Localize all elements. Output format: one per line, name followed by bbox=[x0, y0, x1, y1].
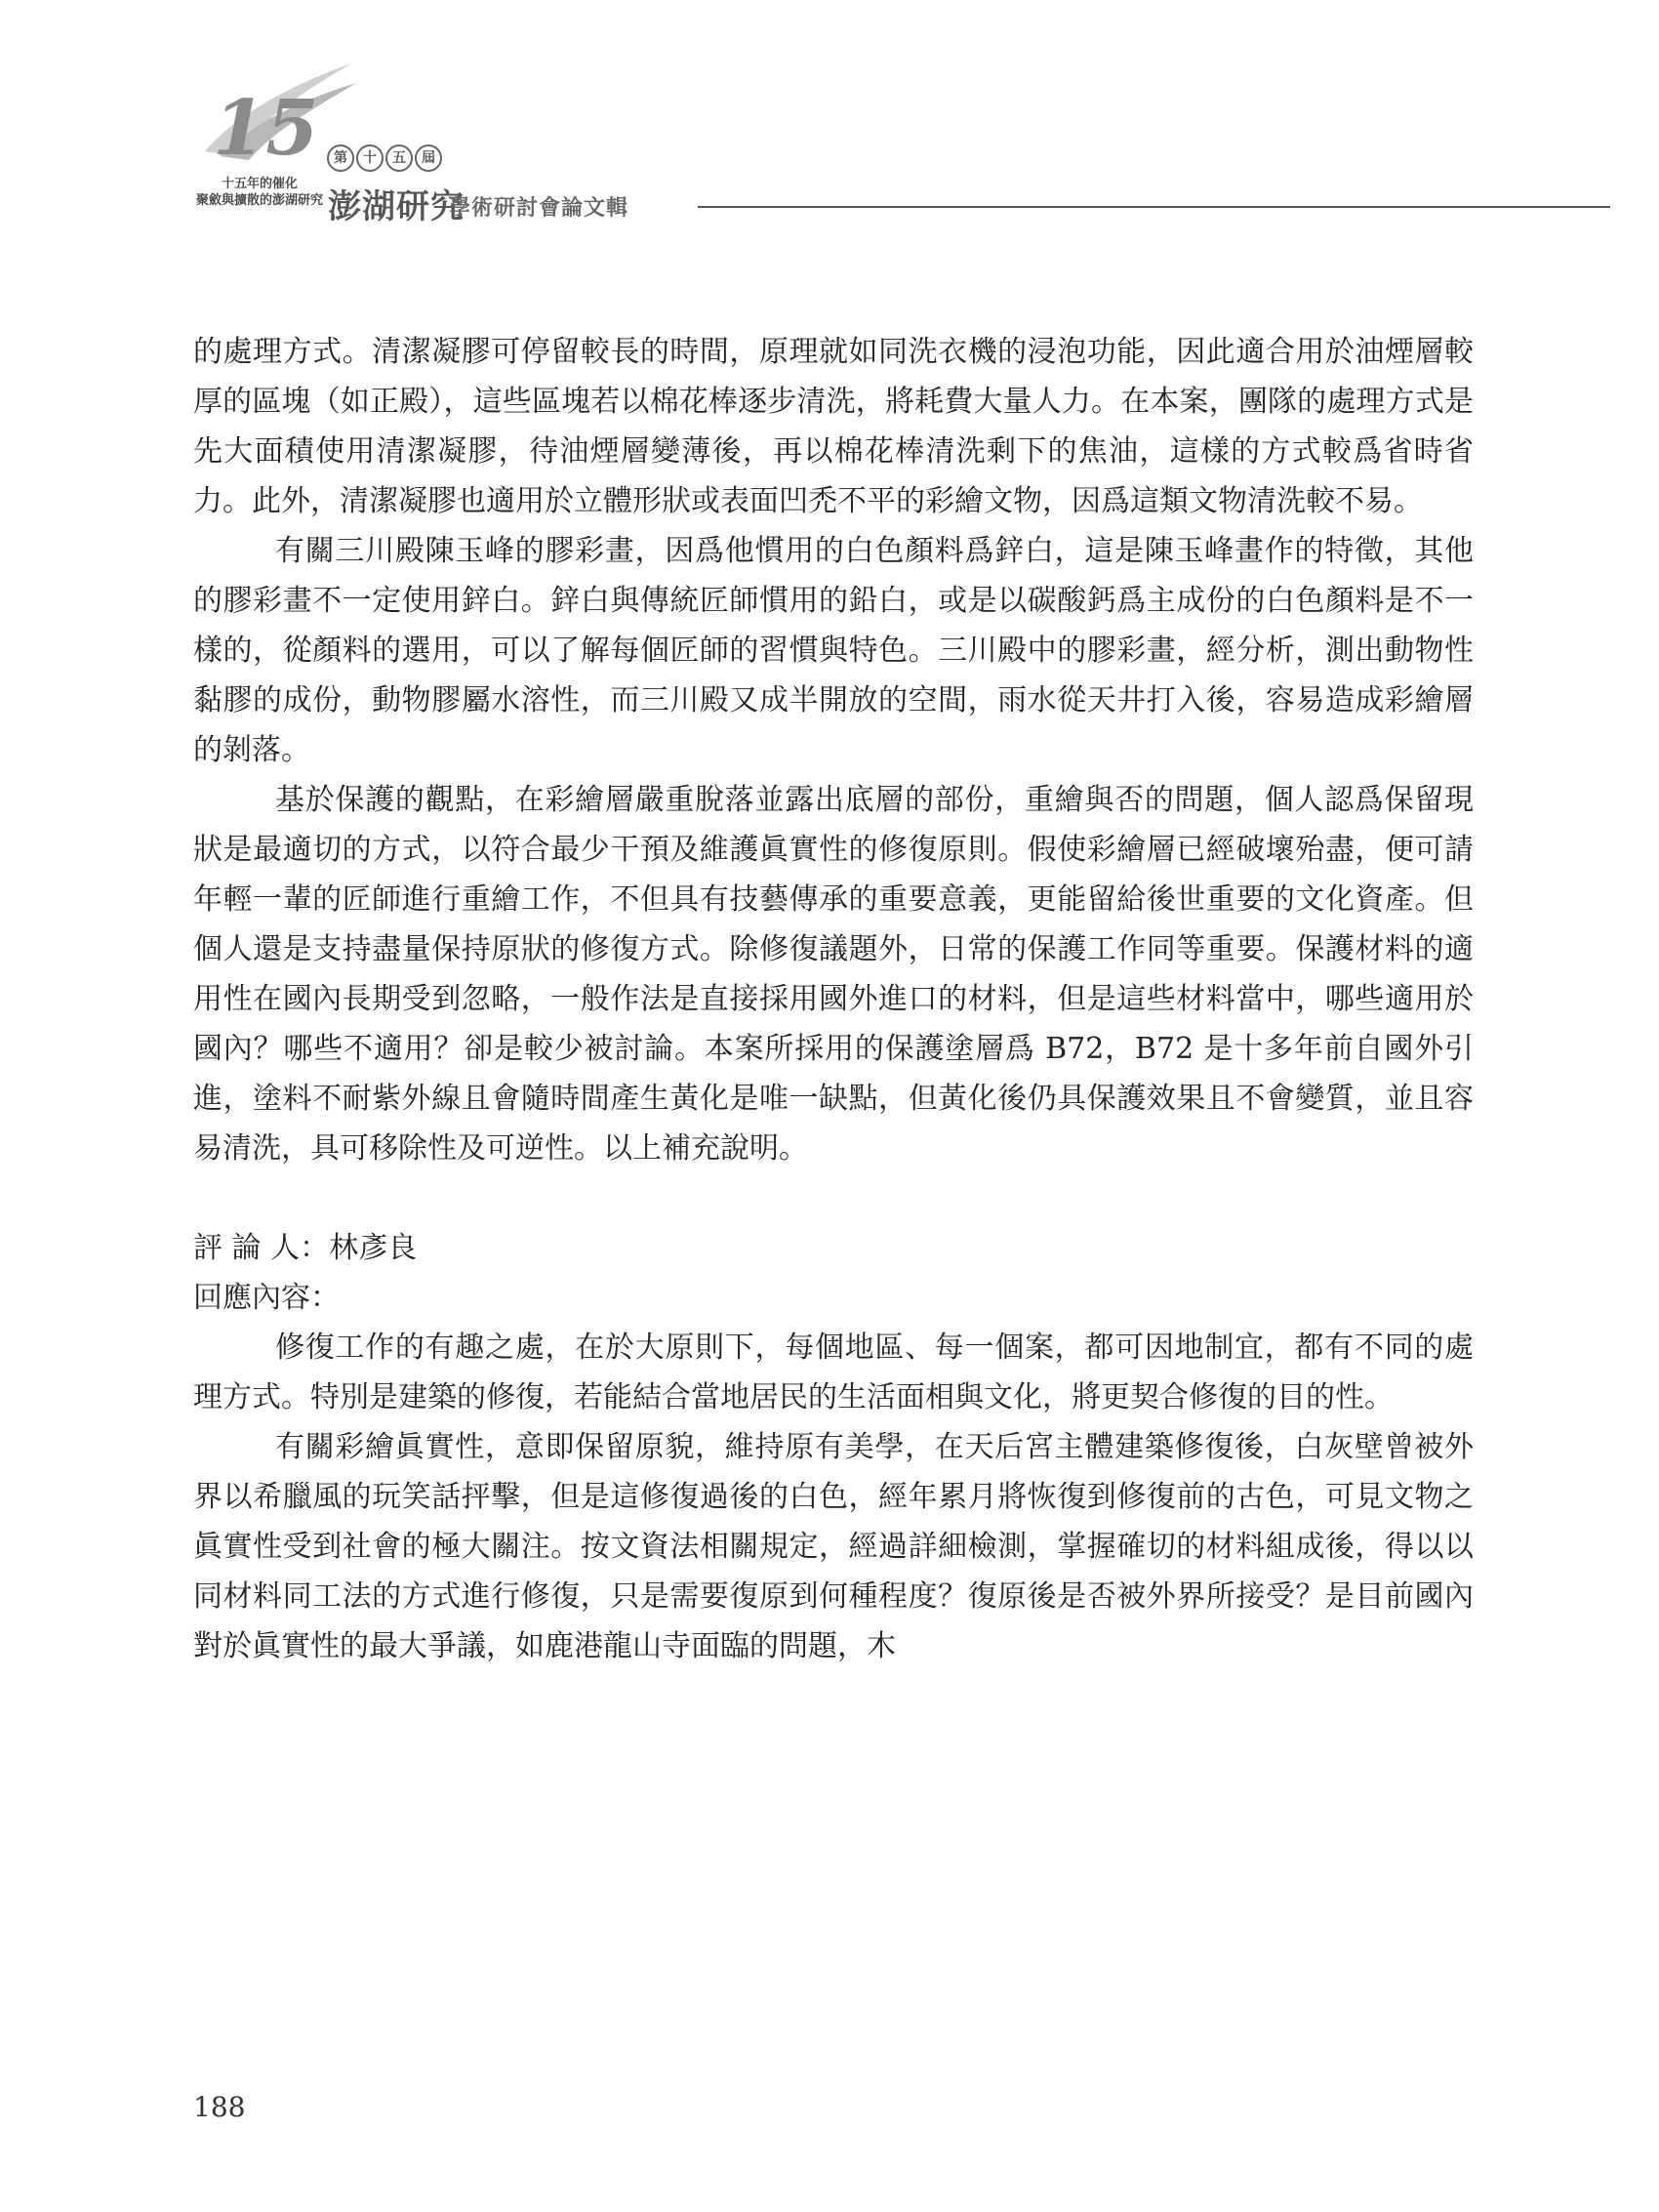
edition-char: 屆 bbox=[415, 144, 442, 172]
edition-char: 十 bbox=[356, 144, 384, 172]
header-rule bbox=[698, 206, 1610, 208]
logo-number: 15 bbox=[213, 84, 319, 173]
response-label: 回應內容： bbox=[193, 1281, 340, 1315]
body-paragraph: 有關三川殿陳玉峰的膠彩畫，因爲他慣用的白色顏料爲鋅白，這是陳玉峰畫作的特徵，其他的膠彩畫不一定使用鋅白。鋅白與傳統匠師慣用的鉛白，或是以碳酸鈣爲主成份的白色顏料是不一樣的，從顏料的選用，可以了解每個匠師的習慣與特色。三川殿中的膠彩畫，經分析，測出動物性黏膠的成份，動物膠屬水溶性，而三川殿又成半開放的空間，雨水從天井打入後，容易造成彩繪層的剝落。 bbox=[193, 534, 1474, 767]
page-number: 188 bbox=[193, 2091, 246, 2123]
section-spacer bbox=[193, 1173, 1474, 1223]
edition-char: 第 bbox=[327, 144, 354, 172]
edition-char: 五 bbox=[385, 144, 413, 172]
logo-caption-line-2: 聚斂與擴散的澎湖研究 bbox=[195, 193, 323, 208]
page-header bbox=[146, 59, 1474, 225]
body-paragraph: 修復工作的有趣之處，在於大原則下，每個地區、每一個案，都可因地制宜，都有不同的處理方式。特別是建築的修復，若能結合當地居民的生活面相與文化，將更契合修復的目的性。 bbox=[193, 1331, 1474, 1414]
main-text bbox=[193, 327, 1474, 1671]
body-paragraph: 的處理方式。清潔凝膠可停留較長的時間，原理就如同洗衣機的浸泡功能，因此適合用於油煙層較厚的區塊（如正殿），這些區塊若以棉花棒逐步清洗，將耗費大量人力。在本案，團隊的處理方式是先大面積使用清潔凝膠，待油煙層變薄後，再以棉花棒清洗剩下的焦油，這樣的方式較爲省時省力。此外，清潔凝膠也適用於立體形狀或表面凹禿不平的彩繪文物，因爲這類文物清洗較不易。 bbox=[193, 335, 1474, 518]
reviewer-label: 評 論 人：林彥良 bbox=[193, 1231, 418, 1265]
journal-title: 澎湖研究 bbox=[328, 187, 465, 226]
edition-badge bbox=[327, 144, 442, 172]
journal-subtitle: 學術研討會論文輯 bbox=[449, 196, 629, 221]
body-paragraph: 基於保護的觀點，在彩繪層嚴重脫落並露出底層的部份，重繪與否的問題，個人認爲保留現狀是最適切的方式，以符合最少干預及維護眞實性的修復原則。假使彩繪層已經破壞殆盡，便可請年輕一輩的匠師進行重繪工作，不但具有技藝傳承的重要意義，更能留給後世重要的文化資產。但個人還是支持盡量保持原狀的修復方式。除修復議題外，日常的保護工作同等重要。保護材料的適用性在國內長期受到忽略，一般作法是直接採用國外進口的材料，但是這些材料當中，哪些適用於國內？哪些不適用？卻是較少被討論。本案所採用的保護塗層爲 B72，B72 是十多年前自國外引進，塗料不耐紫外線且會隨時間產生黃化是唯一缺點，但黃化後仍具保護效果且不會變質，並且容易清洗，具可移除性及可逆性。以上補充說明。 bbox=[193, 783, 1474, 1166]
body-paragraph: 有關彩繪眞實性，意即保留原貌，維持原有美學，在天后宮主體建築修復後，白灰壁曾被外界以希臘風的玩笑話抨擊，但是這修復過後的白色，經年累月將恢復到修復前的古色，可見文物之眞實性受到社會的極大關注。按文資法相關規定，經過詳細檢測，掌握確切的材料組成後，得以以同材料同工法的方式進行修復，只是需要復原到何種程度？復原後是否被外界所接受？是目前國內對於眞實性的最大爭議，如鹿港龍山寺面臨的問題，木 bbox=[193, 1430, 1474, 1663]
logo-caption-line-1: 十五年的催化 bbox=[221, 177, 298, 191]
